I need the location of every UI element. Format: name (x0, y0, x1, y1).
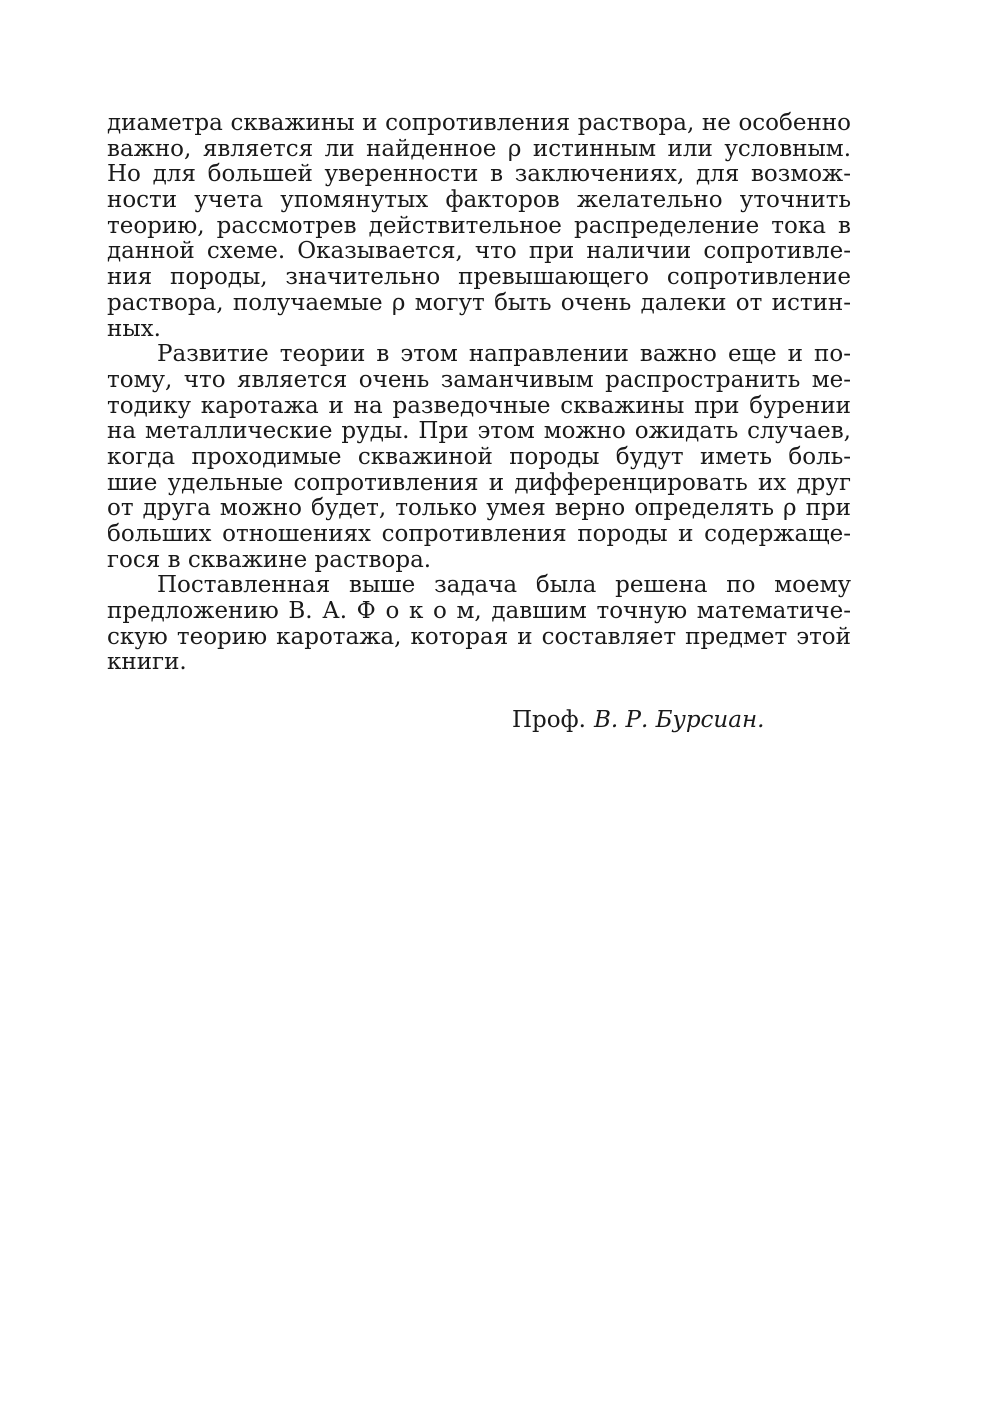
paragraph-1-line-9: ных. (107, 315, 161, 342)
author-title: Проф. (512, 707, 586, 733)
paragraph-3-line-1: Поставленная выше задача была решена по моему (157, 572, 851, 599)
paragraph-3-line-3: скую теорию каротажа, которая и составляет предмет этой (107, 623, 851, 650)
paragraph-1-line-7: ния породы, значительно превышающего сопротивление (107, 264, 851, 291)
paragraph-2-line-3: тодику каротажа и на разведочные скважины при бурении (107, 392, 851, 419)
paragraph-2-line-8: больших отношениях сопротивления породы и содержаще- (107, 521, 851, 547)
paragraph-3-line-4: книги. (107, 649, 187, 676)
author-signature (512, 704, 812, 736)
paragraph-1-line-5: теорию, рассмотрев действительное распределение тока в (107, 212, 851, 239)
paragraph-2-line-6: шие удельные сопротивления и дифференцировать их друг (107, 469, 851, 496)
paragraph-2-line-4: на металлические руды. При этом можно ожидать случаев, (107, 418, 851, 445)
paragraph-1-line-1: диаметра скважины и сопротивления раствора, не особенно (107, 110, 851, 136)
paragraph-1-line-4: ности учета упомянутых факторов желательно уточнить (107, 187, 851, 214)
paragraph-1-line-8: раствора, получаемые ρ могут быть очень далеки от истин- (107, 289, 851, 316)
paragraph-3-line-2: предложению В. А. Ф о к о м, давшим точную математиче- (107, 598, 851, 625)
preface-text (107, 111, 851, 676)
paragraph-2-line-2: тому, что является очень заманчивым распространить ме- (107, 366, 851, 393)
paragraph-2-line-5: когда проходимые скважиной породы будут иметь боль- (107, 443, 851, 470)
paragraph-1-line-3: Но для большей уверенности в заключениях, для возмож- (107, 161, 851, 188)
author-name: В. Р. Бурсиан. (593, 707, 765, 733)
paragraph-1-line-6: данной схеме. Оказывается, что при наличии сопротивле- (107, 238, 851, 265)
paragraph-2-line-7: от друга можно будет, только умея верно определять ρ при (107, 495, 851, 522)
paragraph-2-line-1: Развитие теории в этом направлении важно еще и по- (157, 341, 851, 368)
paragraph-1-line-2: важно, является ли найденное ρ истинным или условным. (107, 135, 851, 162)
paragraph-2-line-9: гося в скважине раствора. (107, 546, 432, 573)
